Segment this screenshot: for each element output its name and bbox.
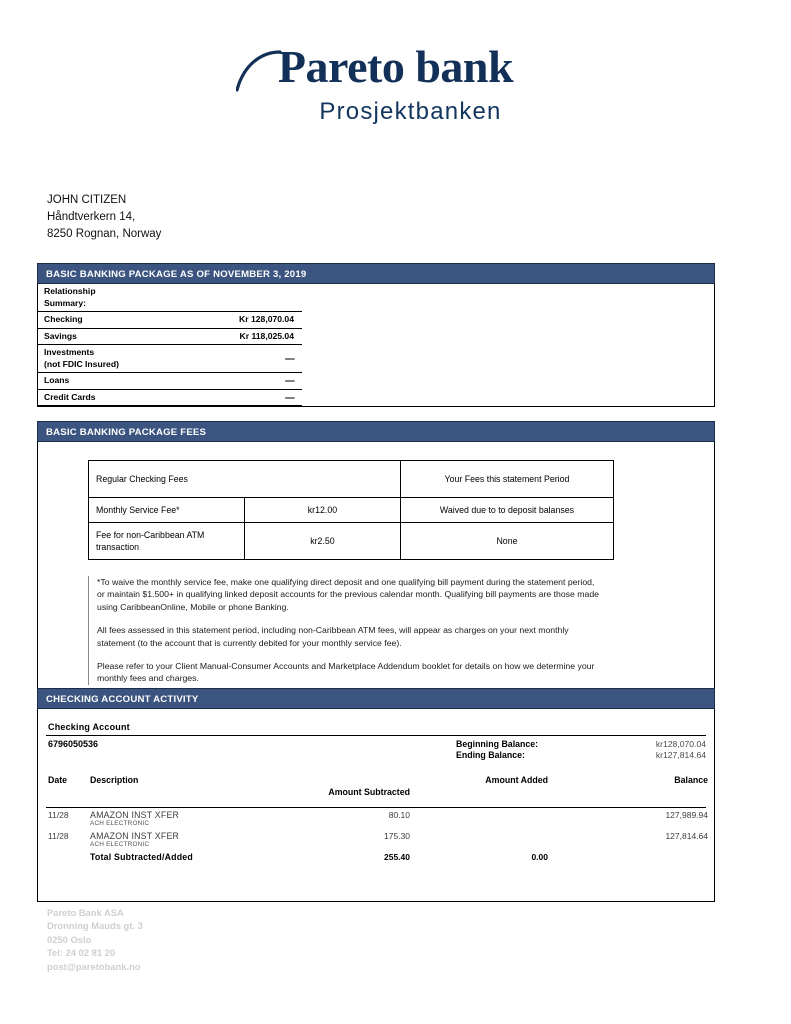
beginning-balance-label: Beginning Balance: xyxy=(456,739,539,749)
summary-value-credit-cards: ----- xyxy=(196,389,302,406)
summary-value-investments: ----- xyxy=(196,345,302,373)
footer-email: post@paretobank.no xyxy=(47,960,141,972)
table-row xyxy=(38,808,714,829)
relationship-summary-table xyxy=(38,284,302,406)
summary-label-savings: Savings xyxy=(38,328,196,345)
column-header-date: Date xyxy=(48,775,68,785)
column-header-description: Description xyxy=(90,775,139,785)
transaction-date: 11/28 xyxy=(48,831,69,841)
table-row-total xyxy=(38,850,714,871)
fee-note-3: Please refer to your Client Manual-Consumer Accounts and Marketplace Addendum booklet for details on how we determine your monthly fees and charges. xyxy=(97,661,595,684)
transaction-amount-subtracted: 80.10 xyxy=(388,810,410,820)
fees-section-header: BASIC BANKING PACKAGE FEES xyxy=(37,421,715,442)
summary-body xyxy=(37,284,715,407)
fee-amount-monthly-service: kr12.00 xyxy=(244,498,400,523)
summary-value-loans: ----- xyxy=(196,373,302,390)
transaction-subdescription: ACH ELECTRONIC xyxy=(90,820,150,827)
beginning-balance-value: kr128,070.04 xyxy=(655,739,706,749)
fees-table xyxy=(88,460,614,560)
fees-col1-header: Regular Checking Fees xyxy=(89,461,401,498)
total-amount-added: 0.00 xyxy=(531,852,548,862)
summary-value-savings: Kr 118,025.04 xyxy=(196,328,302,345)
fee-name-atm: Fee for non-Caribbean ATM transaction xyxy=(89,523,245,560)
total-amount-subtracted: 255.40 xyxy=(384,852,410,862)
fee-status-atm: None xyxy=(400,523,613,560)
transaction-balance: 127,989.94 xyxy=(665,810,708,820)
column-header-amount-subtracted: Amount Subtracted xyxy=(328,787,410,797)
activity-account-label: Checking Account xyxy=(48,722,130,732)
summary-label-investments-line-2: (not FDIC Insured) xyxy=(44,358,119,369)
summary-value-checking: Kr 128,070.04 xyxy=(196,312,302,329)
fees-col3-header: Your Fees this statement Period xyxy=(400,461,613,498)
activity-account-number: 6796050536 xyxy=(48,739,99,749)
total-label: Total Subtracted/Added xyxy=(90,852,193,862)
summary-title-cell xyxy=(38,284,196,312)
table-row xyxy=(38,312,302,329)
summary-label-investments-line-1: Investments xyxy=(44,347,95,357)
fees-body xyxy=(37,442,715,700)
arc-swoosh-icon xyxy=(236,50,282,94)
bank-footer-address xyxy=(47,906,143,973)
transaction-balance: 127,814.64 xyxy=(665,831,708,841)
activity-body xyxy=(37,709,715,902)
table-row xyxy=(89,523,614,560)
table-row xyxy=(38,389,302,406)
activity-column-headers xyxy=(38,775,714,807)
transaction-date: 11/28 xyxy=(48,810,69,820)
table-row xyxy=(38,373,302,390)
summary-title-line-1: Relationship xyxy=(44,286,96,296)
table-row xyxy=(89,498,614,523)
summary-label-credit-cards: Credit Cards xyxy=(38,389,196,406)
summary-label-checking: Checking xyxy=(38,312,196,329)
customer-name: JOHN CITIZEN xyxy=(47,194,127,206)
customer-address-line-2: 8250 Rognan, Norway xyxy=(47,228,162,240)
table-row xyxy=(38,829,714,850)
fees-fine-print xyxy=(88,576,600,685)
footer-line-3: 0250 Oslo xyxy=(47,933,92,945)
customer-address xyxy=(47,192,161,243)
fee-amount-atm: kr2.50 xyxy=(244,523,400,560)
customer-address-line-1: Håndtverkern 14, xyxy=(47,211,136,223)
fee-note-2: All fees assessed in this statement period, including non-Caribbean ATM fees, will appear as charges on your next monthly statement (to the account that is currently debited for your monthly service fee). xyxy=(97,625,569,648)
fee-name-monthly-service: Monthly Service Fee* xyxy=(89,498,245,523)
table-row xyxy=(38,328,302,345)
summary-label-loans: Loans xyxy=(38,373,196,390)
footer-line-4: Tel: 24 02 81 20 xyxy=(47,947,116,959)
table-row xyxy=(38,345,302,373)
summary-title-value-cell xyxy=(196,284,302,312)
logo-word: Pareto bank xyxy=(277,41,514,92)
activity-balances xyxy=(38,736,714,769)
fee-status-monthly-service: Waived due to to deposit balanses xyxy=(400,498,613,523)
transaction-amount-subtracted: 175.30 xyxy=(384,831,410,841)
transaction-description: AMAZON INST XFER xyxy=(90,810,180,820)
footer-line-1: Pareto Bank ASA xyxy=(47,907,124,918)
footer-line-2: Dronning Mauds gt. 3 xyxy=(47,920,143,932)
package-fees-section xyxy=(37,421,715,700)
table-row xyxy=(38,284,302,312)
ending-balance-label: Ending Balance: xyxy=(456,750,525,760)
bank-logo xyxy=(0,41,791,126)
transaction-subdescription: ACH ELECTRONIC xyxy=(90,841,150,848)
fee-note-1: *To waive the monthly service fee, make one qualifying direct deposit and one qualifying bill payment during the statement period, or maintain $1.500+ in qualifying linked deposit accounts for the previous calendar month. Qualifying bill payments are those made using CaribbeanOnline, Mobile or phone Banking. xyxy=(97,577,599,612)
column-header-balance: Balance xyxy=(674,775,708,785)
summary-label-investments xyxy=(38,345,196,373)
summary-section-header: BASIC BANKING PACKAGE AS OF NOVEMBER 3, 2019 xyxy=(37,263,715,284)
logo-subtitle: Prosjektbanken xyxy=(319,98,502,125)
transaction-description: AMAZON INST XFER xyxy=(90,831,180,841)
checking-activity-section xyxy=(37,688,715,902)
summary-title-line-2: Summary: xyxy=(44,297,87,308)
logo-wordmark-row xyxy=(277,41,514,92)
table-row xyxy=(89,461,614,498)
relationship-summary-section xyxy=(37,263,715,407)
ending-balance-value: kr127,814.64 xyxy=(655,750,706,760)
activity-section-header: CHECKING ACCOUNT ACTIVITY xyxy=(37,688,715,709)
column-header-amount-added: Amount Added xyxy=(485,775,548,785)
